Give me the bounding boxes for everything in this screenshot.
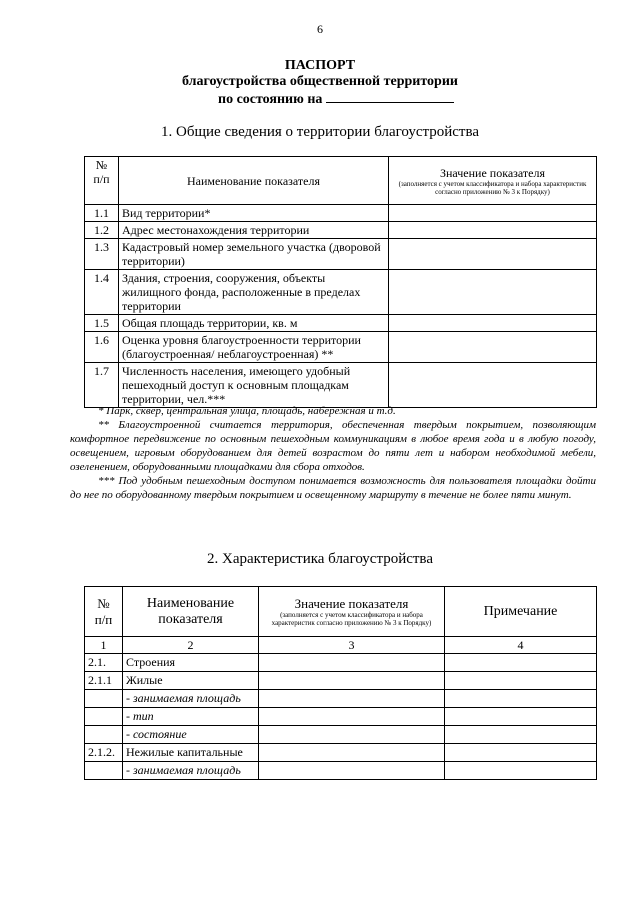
t2-col-number: 1 [85,637,123,654]
row-number: 1.4 [85,270,119,315]
row-value-cell[interactable] [259,672,445,690]
row-value-cell[interactable] [389,270,597,315]
table-row [85,690,597,708]
row-value-cell[interactable] [259,762,445,780]
table-row [85,726,597,744]
row-number [85,762,123,780]
t2-col-number: 3 [259,637,445,654]
t1-header-num: № п/п [85,157,119,205]
table-row [85,205,597,222]
section1-heading: 1. Общие сведения о территории благоустройства [161,124,479,140]
row-number: 1.5 [85,315,119,332]
t1-header-name: Наименование показателя [119,157,389,205]
section1-table [84,156,597,408]
table-row [85,708,597,726]
t1-header-value [389,157,597,205]
row-note-cell[interactable] [445,654,597,672]
row-value-cell[interactable] [389,315,597,332]
row-number: 1.3 [85,239,119,270]
table-row [85,270,597,315]
footnote-2: ** Благоустроенной считается территория, обеспеченная твердым покрытием, позволяющим комфортное передвижение по основным пешеходным коммуникациям в любое время года и в любую погоду, освещением, игровым оборудованием для детей возрастом до пяти лет и набором необходимой мебели, озеленением, оборудованными площадками для сбора отходов. [70,419,596,473]
t2-header-note: Примечание [445,587,597,637]
row-value-cell[interactable] [259,654,445,672]
row-value-cell[interactable] [389,332,597,363]
row-note-cell[interactable] [445,690,597,708]
page-number: 6 [317,22,323,36]
row-value-cell[interactable] [389,205,597,222]
row-indicator-name: Адрес местонахождения территории [119,222,389,239]
t2-col-number: 2 [123,637,259,654]
table-row [85,672,597,690]
table-row [85,315,597,332]
section2-heading: 2. Характеристика благоустройства [207,551,433,567]
row-number [85,690,123,708]
row-indicator-name: - состояние [123,726,259,744]
row-indicator-name: Кадастровый номер земельного участка (дворовой территории) [119,239,389,270]
row-number: 2.1.1 [85,672,123,690]
document-subtitle: благоустройства общественной территории [182,74,458,89]
t2-header-value-note: (заполняется с учетом классификатора и набора характеристик согласно приложению № 3 к Порядку) [271,610,432,627]
date-line [218,90,454,108]
row-value-cell[interactable] [259,726,445,744]
table-row [85,654,597,672]
row-note-cell[interactable] [445,762,597,780]
t2-col-number: 4 [445,637,597,654]
row-number: 1.2 [85,222,119,239]
date-blank [326,90,454,103]
table-row [85,239,597,270]
row-number: 1.7 [85,363,119,408]
row-indicator-name: - тип [123,708,259,726]
t2-header-name: Наименование показателя [123,587,259,637]
row-note-cell[interactable] [445,744,597,762]
row-value-cell[interactable] [389,239,597,270]
row-value-cell[interactable] [259,744,445,762]
t2-header-value-label: Значение показателя [294,595,409,611]
t1-header-value-label: Значение показателя [439,165,546,180]
row-note-cell[interactable] [445,726,597,744]
row-indicator-name: Жилые [123,672,259,690]
t2-header-num: № п/п [85,587,123,637]
row-number: 1.6 [85,332,119,363]
row-indicator-name: Здания, строения, сооружения, объекты жилищного фонда, расположенные в пределах территории [119,270,389,315]
row-indicator-name: - занимаемая площадь [123,690,259,708]
date-line-label: по состоянию на [218,92,323,107]
row-indicator-name: Общая площадь территории, кв. м [119,315,389,332]
row-indicator-name: Строения [123,654,259,672]
row-indicator-name: Оценка уровня благоустроенности территории (благоустроенная/ неблагоустроенная) ** [119,332,389,363]
table-row [85,332,597,363]
table-row [85,762,597,780]
row-value-cell[interactable] [389,222,597,239]
footnote-1: * Парк, сквер, центральная улица, площадь, набережная и т.д. [98,405,396,417]
row-note-cell[interactable] [445,708,597,726]
row-number [85,708,123,726]
row-value-cell[interactable] [259,690,445,708]
row-number: 2.1.2. [85,744,123,762]
row-value-cell[interactable] [389,363,597,408]
document-title: ПАСПОРТ [284,58,356,73]
row-value-cell[interactable] [259,708,445,726]
row-number: 1.1 [85,205,119,222]
row-number [85,726,123,744]
row-indicator-name: Нежилые капитальные [123,744,259,762]
row-number: 2.1. [85,654,123,672]
footnotes [70,404,596,502]
section2-table [84,586,597,780]
row-indicator-name: - занимаемая площадь [123,762,259,780]
table-row [85,363,597,408]
table-row [85,222,597,239]
row-note-cell[interactable] [445,672,597,690]
t1-header-value-note: (заполняется с учетом классификатора и набора характеристик согласно приложению № 3 к Порядку) [398,179,587,196]
footnote-3: *** Под удобным пешеходным доступом понимается возможность для пользователя площадки дойти до нее по оборудованному твердым покрытием и освещенному маршруту в течение не более пяти минут. [70,475,596,501]
t2-header-value [259,587,445,637]
row-indicator-name: Численность населения, имеющего удобный пешеходный доступ к основным площадкам территории, чел.*** [119,363,389,408]
row-indicator-name: Вид территории* [119,205,389,222]
table-row [85,744,597,762]
